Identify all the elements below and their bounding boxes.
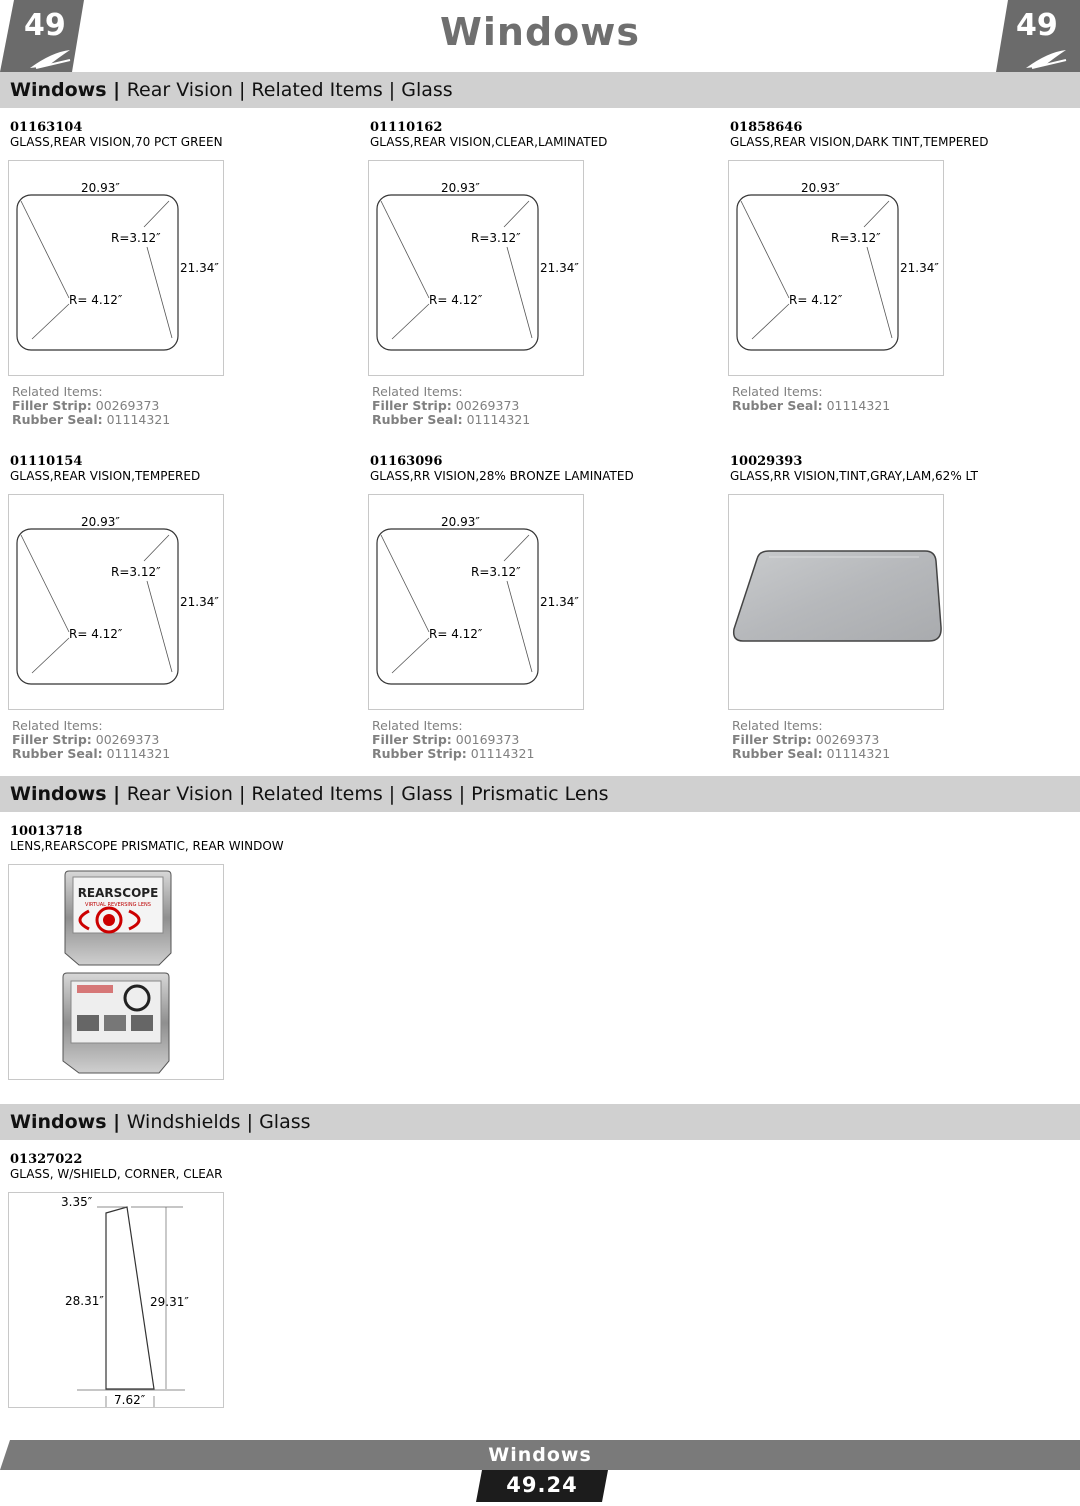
- rear-glass-drawing: [9, 161, 223, 375]
- related-items-label: Related Items:: [12, 384, 103, 399]
- product-image[interactable]: [8, 1192, 224, 1408]
- related-items: [12, 385, 170, 427]
- lens-tagline-text: VIRTUAL REVERSING LENS: [85, 902, 151, 908]
- bottom-width-label: 7.62″: [114, 1393, 146, 1407]
- radius-small-label: R=3.12″: [471, 565, 521, 579]
- related-item[interactable]: Filler Strip: 00169373: [372, 732, 520, 747]
- related-item[interactable]: Rubber Seal: 01114321: [372, 412, 531, 427]
- windshield-drawing: [9, 1193, 223, 1407]
- radius-small-label: R=3.12″: [111, 565, 161, 579]
- part-description: GLASS,REAR VISION,CLEAR,LAMINATED: [370, 135, 608, 149]
- related-item[interactable]: Rubber Strip: 01114321: [372, 746, 535, 761]
- radius-small-label: R=3.12″: [831, 231, 881, 245]
- breadcrumb-root: Windows: [10, 1111, 107, 1133]
- part-number: 01163104: [10, 120, 83, 135]
- product-image[interactable]: [728, 494, 944, 710]
- related-items-label: Related Items:: [12, 718, 103, 733]
- height-label: 21.34″: [900, 261, 939, 275]
- related-item[interactable]: Rubber Seal: 01114321: [12, 746, 171, 761]
- breadcrumb-root: Windows: [10, 79, 107, 101]
- related-items-label: Related Items:: [732, 384, 823, 399]
- part-description: GLASS,REAR VISION,DARK TINT,TEMPERED: [730, 135, 989, 149]
- related-item[interactable]: Rubber Seal: 01114321: [12, 412, 171, 427]
- part-description: LENS,REARSCOPE PRISMATIC, REAR WINDOW: [10, 839, 284, 853]
- breadcrumb-path: Rear Vision | Related Items | Glass | Prismatic Lens: [126, 783, 609, 805]
- page-number: 49: [1016, 8, 1058, 43]
- breadcrumb: Windows | Rear Vision | Related Items | Glass | Prismatic Lens: [10, 783, 609, 805]
- footer-page-number: 49.24: [506, 1473, 578, 1497]
- related-item[interactable]: Rubber Seal: 01114321: [732, 398, 891, 413]
- product-card[interactable]: [730, 121, 1070, 149]
- tinted-glass-photo: [729, 495, 943, 709]
- part-description: GLASS, W/SHIELD, CORNER, CLEAR: [10, 1167, 223, 1181]
- section-bar-windshields-glass: [0, 1104, 1080, 1140]
- related-item[interactable]: Filler Strip: 00269373: [12, 732, 160, 747]
- radius-large-label: R= 4.12″: [789, 293, 843, 307]
- product-card[interactable]: [10, 121, 350, 149]
- footer-section-label: Windows: [488, 1444, 592, 1466]
- rear-glass-drawing: [9, 495, 223, 709]
- breadcrumb-path: Rear Vision | Related Items | Glass: [126, 79, 453, 101]
- related-items-label: Related Items:: [372, 718, 463, 733]
- part-description: GLASS,REAR VISION,TEMPERED: [10, 469, 201, 483]
- page-number: 49: [24, 8, 66, 43]
- part-description: GLASS,RR VISION,TINT,GRAY,LAM,62% LT: [730, 469, 978, 483]
- related-items: [372, 385, 530, 427]
- footer-page-badge: [476, 1470, 608, 1502]
- part-number: 01163096: [370, 454, 443, 469]
- part-number: 01110154: [10, 454, 83, 469]
- part-description: GLASS,REAR VISION,70 PCT GREEN: [10, 135, 223, 149]
- product-card[interactable]: [10, 825, 350, 853]
- breadcrumb-path: Windshields | Glass: [126, 1111, 311, 1133]
- radius-small-label: R=3.12″: [111, 231, 161, 245]
- rear-glass-drawing: [369, 161, 583, 375]
- width-label: 20.93″: [81, 515, 120, 529]
- height-label: 21.34″: [180, 261, 219, 275]
- part-description: GLASS,RR VISION,28% BRONZE LAMINATED: [370, 469, 634, 483]
- width-label: 20.93″: [441, 181, 480, 195]
- page-title: Windows: [439, 10, 641, 54]
- product-card[interactable]: [730, 455, 1070, 483]
- rearscope-lens-photo: [9, 865, 223, 1079]
- product-card[interactable]: [10, 455, 350, 483]
- right-height-label: 29.31″: [150, 1295, 189, 1309]
- breadcrumb: Windows | Windshields | Glass: [10, 1111, 311, 1133]
- product-image[interactable]: [8, 160, 224, 376]
- product-card[interactable]: [10, 1153, 350, 1181]
- rear-glass-drawing: [369, 495, 583, 709]
- breadcrumb-root: Windows: [10, 783, 107, 805]
- height-label: 21.34″: [180, 595, 219, 609]
- part-number: 10029393: [730, 454, 803, 469]
- width-label: 20.93″: [81, 181, 120, 195]
- product-image[interactable]: [728, 160, 944, 376]
- part-number: 10013718: [10, 824, 83, 839]
- product-image[interactable]: [368, 494, 584, 710]
- related-items: [732, 385, 890, 413]
- product-card[interactable]: [370, 455, 710, 483]
- related-item[interactable]: Rubber Seal: 01114321: [732, 746, 891, 761]
- related-item[interactable]: Filler Strip: 00269373: [732, 732, 880, 747]
- section-bar-rear-vision-glass: [0, 72, 1080, 108]
- part-number: 01110162: [370, 120, 443, 135]
- top-width-label: 3.35″: [61, 1195, 93, 1209]
- radius-large-label: R= 4.12″: [69, 293, 123, 307]
- product-image[interactable]: [8, 864, 224, 1080]
- rear-glass-drawing: [729, 161, 943, 375]
- related-items-label: Related Items:: [372, 384, 463, 399]
- height-label: 21.34″: [540, 261, 579, 275]
- part-number: 01858646: [730, 120, 803, 135]
- product-image[interactable]: [368, 160, 584, 376]
- section-bar-prismatic-lens: [0, 776, 1080, 812]
- radius-large-label: R= 4.12″: [69, 627, 123, 641]
- radius-large-label: R= 4.12″: [429, 293, 483, 307]
- related-item[interactable]: Filler Strip: 00269373: [12, 398, 160, 413]
- radius-small-label: R=3.12″: [471, 231, 521, 245]
- related-item[interactable]: Filler Strip: 00269373: [372, 398, 520, 413]
- product-image[interactable]: [8, 494, 224, 710]
- related-items: [372, 719, 534, 761]
- lens-brand-text: REARSCOPE: [77, 886, 159, 900]
- part-number: 01327022: [10, 1152, 83, 1167]
- related-items-label: Related Items:: [732, 718, 823, 733]
- width-label: 20.93″: [801, 181, 840, 195]
- radius-large-label: R= 4.12″: [429, 627, 483, 641]
- related-items: [732, 719, 890, 761]
- left-height-label: 28.31″: [65, 1294, 104, 1308]
- breadcrumb: Windows | Rear Vision | Related Items | Glass: [10, 79, 453, 101]
- related-items: [12, 719, 170, 761]
- width-label: 20.93″: [441, 515, 480, 529]
- product-card[interactable]: [370, 121, 710, 149]
- height-label: 21.34″: [540, 595, 579, 609]
- page-tab-right: [996, 0, 1080, 72]
